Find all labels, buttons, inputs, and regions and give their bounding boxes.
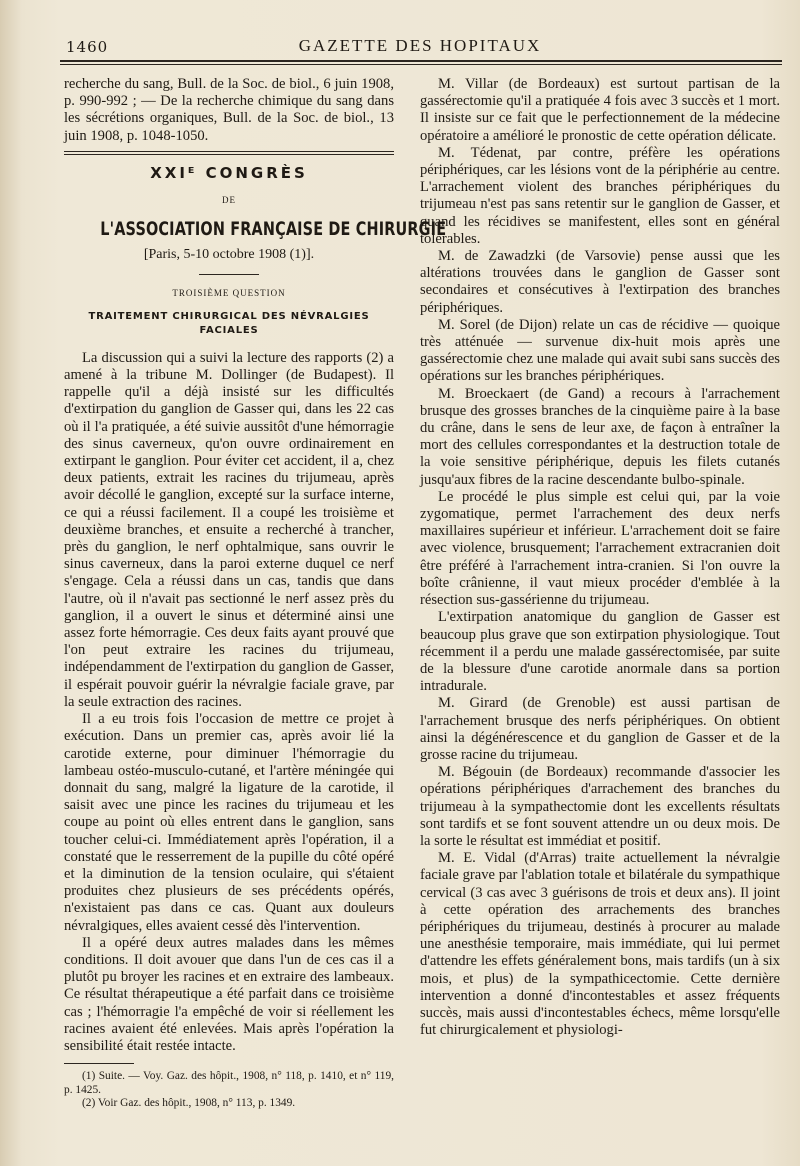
right-paragraph-girard: M. Girard (de Grenoble) est aussi partisan de l'arrachement brusque des nerfs périphériques. On obtient ainsi la dégénérescence et du ganglion de Gasser et de la grosse racine du trijumeau.: [420, 695, 780, 763]
left-paragraph-1: La discussion qui a suivi la lecture des rapports (2) a amené à la tribune M. Dollinger (de Budapest). Il rappelle qu'il a déjà insisté sur les difficultés d'extirpation du ganglion de Gasser qui, dans les 22 cas où il l'a pratiquée, a été suivie aussitôt d'une hémorragie des sinus caverneux, qu'on ouvre ordinairement en extirpant le ganglion. Pour éviter cet accident, il a, chez deux patients, extrait les racines du trijumeau, après avoir décollé le ganglion, excepté sur la surface interne, ce qui a réussi facilement. Il a coupé les troisième et deuxième branches, et ensuite a recherché à trancher, près du ganglion, le nerf ophtalmique, sans ouvrir le sinus caverneux, dans la paroi externe duquel ce nerf s'engage. Cela a réussi dans un cas, tandis que dans l'autre, où il n'avait pas sectionné le nerf assez près du ganglion, il a ouvert le sinus et déterminé ainsi une assez forte hémorragie. Ces deux faits ayant prouvé que l'on peut extraire les racines du trijumeau, indépendamment de l'extirpation du ganglion de Gasser, il espérait pouvoir guérir la névralgie faciale grave, par la seule extraction des racines.: [64, 349, 394, 710]
section-rule: [64, 151, 394, 152]
spacer: [64, 338, 394, 350]
right-paragraph-villar: M. Villar (de Bordeaux) est surtout partisan de la gassérectomie qu'il a pratiquée 4 fois avec 3 succès et 1 mort. Il insiste sur ce fait que le perfectionnement de la médecine opératoire a amélioré le pronostic de cette opération délicate.: [420, 76, 780, 144]
section-rule-thin: [64, 154, 394, 155]
topic-line-2: FACIALES: [199, 324, 259, 336]
congress-title: L'ASSOCIATION FRANÇAISE DE CHIRURGIE: [100, 219, 447, 241]
congress-de: DE: [222, 195, 236, 206]
right-paragraph-zawadzki: M. de Zawadzki (de Varsovie) pense aussi que les altérations trouvées dans le ganglion de Gasser sont secondaires et consécutives à l'extirpation des branches périphériques.: [420, 248, 780, 316]
left-column: [64, 76, 447, 1111]
page-number: 1460: [66, 38, 109, 56]
left-intro-text: recherche du sang, Bull. de la Soc. de biol., 6 juin 1908, p. 990-992 ; — De la recherche chimique du sang dans les sécrétions organiques, Bull. de la Soc. de biol., 13 juin 1908, p. 1048-1050.: [64, 76, 394, 144]
left-paragraph-3: Il a opéré deux autres malades dans les mêmes conditions. Il doit avouer que dans l'un de ces cas il a plutôt pu broyer les racines et en extraire des lambeaux. Ce résultat thérapeutique a été parfait dans ce troisième cas ; l'hémorragie l'a empêché de voir si réellement les racines avaient été enlevées. Mais après l'opération la sensibilité était restée intacte.: [64, 934, 394, 1054]
right-column: [420, 76, 780, 1039]
footnote-2: (2) Voir Gaz. des hôpit., 1908, n° 113, p. 1349.: [82, 1097, 296, 1110]
right-paragraph-tedenat: M. Tédenat, par contre, préfère les opérations périphériques, car les lésions vont de la périphérie au centre. L'arrachement violent des branches périphériques du trijumeau n'est pas sans retentir sur le ganglion de Gasser, et quand les récidives se manifestent, elles sont en général tolérables.: [420, 144, 780, 247]
right-paragraph-vidal: M. E. Vidal (d'Arras) traite actuellement la névralgie faciale grave par l'ablation totale et bilatérale du sympathique cervical (3 cas avec 3 guérisons de trois et deux ans). Il joint à cette opération des arrachements des branches périphériques du trijumeau, destinés à procurer au malade une anesthésie temporaire, mais immédiate, qui lui permet d'attendre les effets généralement bons, mais tardifs (un à six mois, et plus) de la sympathicectomie. Cette dernière intervention a donné d'incontestables et assez fréquents succès, mais aussi d'incontestables échecs, même lorsqu'elle fut chirurgicalement et physiologi-: [420, 850, 780, 1039]
right-paragraph-broeckaert: M. Broeckaert (de Gand) a recours à l'arrachement brusque des grosses branches de la cinquième paire à la base du crâne, dans le sens de leur axe, de façon à entraîner la mort des cellules correspondantes et la destruction totale de la voie sensitive périphérique, depuis les filets cutanés jusqu'aux fibres de la racine descendante bulbo-spinale.: [420, 385, 780, 488]
right-paragraph-extirpation: L'extirpation anatomique du ganglion de Gasser est beaucoup plus grave que son extirpation physiologique. Tout récemment il a perdu une malade gassérectomisée, par suite de la blessure d'une carotide anormale dans sa portion intradurale.: [420, 609, 780, 695]
footnote-1: (1) Suite. — Voy. Gaz. des hôpit., 1908, n° 118, p. 1410, et n° 119, p. 1425.: [64, 1070, 394, 1096]
page-header: [60, 36, 780, 60]
running-title: GAZETTE DES HOPITAUX: [298, 36, 542, 55]
footnote-rule: [64, 1063, 134, 1064]
right-paragraph-sorel: M. Sorel (de Dijon) relate un cas de récidive — quoique très atténuée — survenue dix-huit mois après une gassérectomie chez une malade qui avait subi sans succès des opérations sur les branches périphériques.: [420, 316, 780, 385]
congress-number: XXIᴱ CONGRÈS: [150, 163, 308, 182]
topic-heading: [64, 310, 394, 338]
congress-place-date: [Paris, 5-10 octobre 1908 (1)].: [143, 247, 315, 263]
short-divider: [199, 274, 259, 275]
topic-line-1: TRAITEMENT CHIRURGICAL DES NÉVRALGIES: [88, 310, 370, 322]
header-rule: [60, 60, 782, 62]
right-paragraph-begouin: M. Bégouin (de Bordeaux) recommande d'associer les opérations périphériques d'arrachement des branches du trijumeau à la sympathectomie dont les excellents résultats sont tardifs et se font souvent attendre un ou deux mois. De la sorte le résultat est immédiat et positif.: [420, 764, 780, 849]
header-rule-thin: [60, 64, 782, 65]
right-paragraph-procede: Le procédé le plus simple est celui qui, par la voie zygomatique, permet l'arrachement des deux nerfs maxillaires supérieur et inférieur. L'arrachement doit se faire avec violence, brusquement; l'arrachement extracranien doit être préféré à l'arrachement intra-cranien. Si l'on ouvre la boîte crânienne, il vaut mieux procéder d'emblée à la résection sus-gassérienne du trijumeau.: [420, 488, 780, 609]
question-heading: TROISIÈME QUESTION: [172, 287, 286, 298]
left-paragraph-2: Il a eu trois fois l'occasion de mettre ce projet à exécution. Dans un premier cas, après avoir lié la carotide externe, pour diminuer l'hémorragie du lambeau ostéo-musculo-cutané, et l'artère méningée qui donnait du sang, malgré la ligature de la carotide, il saisit avec une pince les racines du trijumeau et les coupe au point où elles entrent dans le ganglion, sans toucher celui-ci. Immédiatement après l'opération, il a constaté que le resserrement de la pupille du côté opéré et la diminution de la tension oculaire, qui s'étaient produites chez plusieurs de ses précédents opérés, n'existaient pas dans ce cas. Quant aux douleurs névralgiques, elles avaient cessé dès l'intervention.: [64, 711, 394, 934]
